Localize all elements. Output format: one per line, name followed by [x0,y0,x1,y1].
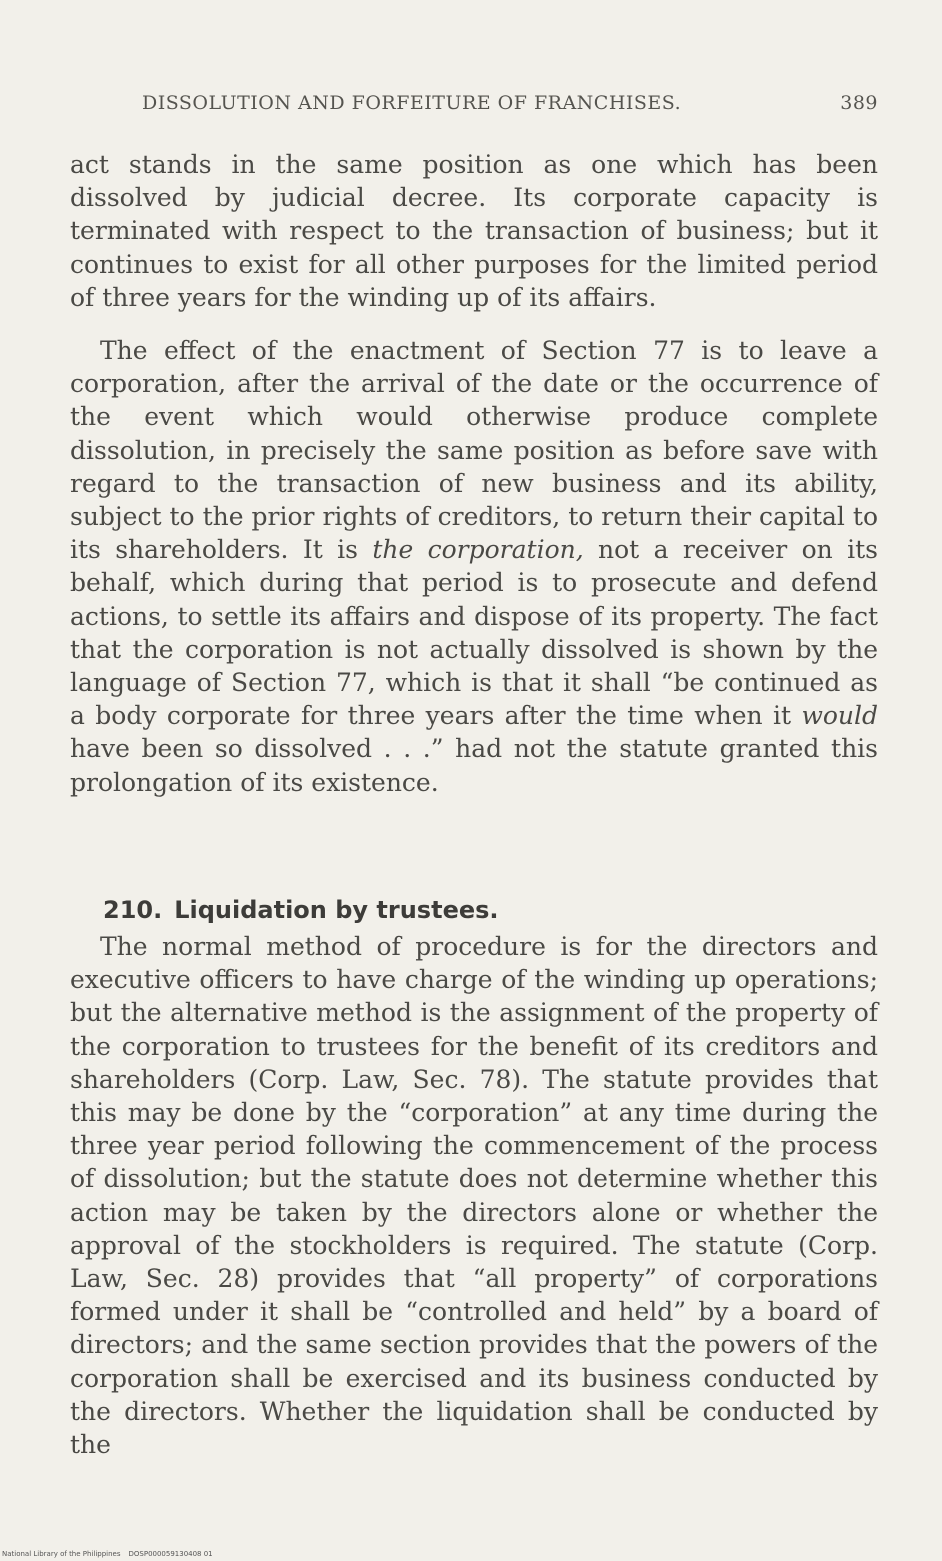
scan-footer [2,1550,221,1558]
running-header-title: DISSOLUTION AND FORFEITURE OF FRANCHISES. [142,92,682,114]
footer-library: National Library of the Philippines [2,1550,121,1558]
paragraph-2 [70,334,878,799]
paragraph-2-text-b: not a receiver on its behalf, which during that period is to prosecute and defend actions, to settle its affairs and dispose of its property. The fact that the corporation is not actually dissolved is shown by the language of Section 77, which is that it shall “be continued as a body corporate for three years after the time when it [70,535,878,731]
section-heading [103,896,499,924]
paragraph-2-text-c: have been so dissolved . . .” had not the statute granted this prolongation of its existence. [70,734,878,797]
page-number: 389 [840,92,878,114]
footer-code: DOSP000059130408 01 [128,1550,213,1558]
section-title: Liquidation by trustees. [174,896,499,924]
paragraph-2-emphasis-corporation: the corporation, [372,535,584,565]
section-number: 210. [103,896,163,924]
book-page [70,0,878,1561]
paragraph-2-emphasis-would: would [801,701,878,731]
paragraph-3: The normal method of procedure is for the directors and executive officers to have charge of the winding up operations; but the alternative method is the assignment of the property of the corporation to trustees for the benefit of its creditors and shareholders (Corp. Law, Sec. 78). The statute provides that this may be done by the “corporation” at any time during the three year period following the commencement of the process of dissolution; but the statute does not determine whether this action may be taken by the directors alone or whether the approval of the stockholders is required. The statute (Corp. Law, Sec. 28) provides that “all property” of corporations formed under it shall be “controlled and held” by a board of directors; and the same section provides that the powers of the corporation shall be exercised and its business conducted by the directors. Whether the liquidation shall be conducted by the [70,932,878,1460]
paragraph-2-text-a: The effect of the enactment of Section 77 is to leave a corporation, after the arrival of the date or the occurrence of the event which would otherwise produce complete dissolution, in precisely the same position as before save with regard to the transaction of new business and its ability, subject to the prior rights of creditors, to return their capital to its shareholders. It is [70,336,878,565]
paragraph-1: act stands in the same position as one which has been dissolved by judicial decree. Its corporate capacity is terminated with respect to the transaction of business; but it continues to exist for all other purposes for the limited period of three years for the winding up of its affairs. [70,150,878,312]
